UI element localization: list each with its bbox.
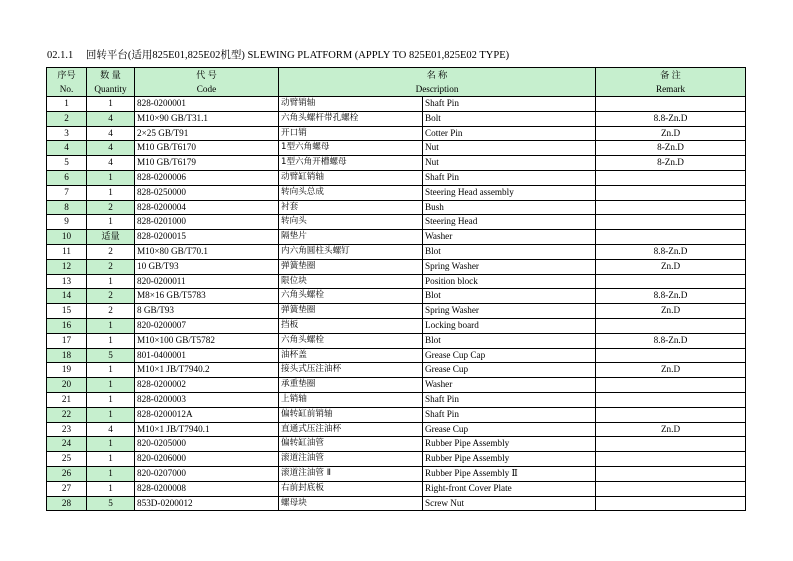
row-number: 1 [47, 97, 87, 112]
row-remark [596, 378, 746, 393]
row-quantity: 5 [87, 348, 135, 363]
row-description: Blot [423, 244, 596, 259]
parts-table [46, 67, 746, 511]
row-name-cn: 承重垫圈 [279, 378, 423, 393]
table-row [47, 363, 746, 378]
row-remark: 8.8-Zn.D [596, 333, 746, 348]
row-quantity: 4 [87, 422, 135, 437]
table-row [47, 200, 746, 215]
table-row [47, 496, 746, 511]
row-name-cn: 六角头螺栓 [279, 289, 423, 304]
row-number: 5 [47, 156, 87, 171]
row-remark [596, 230, 746, 245]
row-code: M10×1 JB/T7940.1 [135, 422, 279, 437]
header-remark-en: Remark [596, 82, 746, 97]
header-desc-cn: 名 称 [279, 68, 596, 83]
row-remark: 8-Zn.D [596, 141, 746, 156]
row-name-cn: 弹簧垫圈 [279, 259, 423, 274]
row-name-cn: 开口销 [279, 126, 423, 141]
row-description: Right-front Cover Plate [423, 481, 596, 496]
table-row [47, 481, 746, 496]
row-code: 828-0200012A [135, 407, 279, 422]
row-quantity: 4 [87, 156, 135, 171]
row-code: 820-0206000 [135, 452, 279, 467]
row-number: 7 [47, 185, 87, 200]
row-description: Steering Head [423, 215, 596, 230]
row-remark [596, 274, 746, 289]
row-description: Spring Washer [423, 259, 596, 274]
row-quantity: 1 [87, 466, 135, 481]
row-code: 820-0205000 [135, 437, 279, 452]
section-number: 02.1.1 [47, 50, 74, 61]
table-row [47, 97, 746, 112]
row-remark [596, 348, 746, 363]
row-remark [596, 407, 746, 422]
row-code: M10 GB/T6170 [135, 141, 279, 156]
table-row [47, 170, 746, 185]
table-header [47, 68, 746, 97]
row-name-cn: 螺母块 [279, 496, 423, 511]
row-quantity: 1 [87, 215, 135, 230]
row-name-cn: 弹簧垫圈 [279, 304, 423, 319]
table-row [47, 407, 746, 422]
header-no-cn: 序号 [47, 68, 87, 83]
row-code: 828-0200008 [135, 481, 279, 496]
row-remark: Zn.D [596, 259, 746, 274]
row-description: Shaft Pin [423, 392, 596, 407]
row-name-cn: 右前封底板 [279, 481, 423, 496]
row-code: 828-0250000 [135, 185, 279, 200]
header-qty-cn: 数 量 [87, 68, 135, 83]
row-quantity: 2 [87, 304, 135, 319]
row-quantity: 1 [87, 333, 135, 348]
row-quantity: 1 [87, 378, 135, 393]
row-code: 828-0201000 [135, 215, 279, 230]
header-remark-cn: 备 注 [596, 68, 746, 83]
row-description: Washer [423, 230, 596, 245]
row-name-cn: 六角头螺杆带孔螺栓 [279, 111, 423, 126]
row-description: Blot [423, 333, 596, 348]
row-remark: Zn.D [596, 422, 746, 437]
row-quantity: 1 [87, 97, 135, 112]
row-number: 19 [47, 363, 87, 378]
row-quantity: 2 [87, 289, 135, 304]
row-quantity: 4 [87, 111, 135, 126]
row-code: 853D-0200012 [135, 496, 279, 511]
row-code: M8×16 GB/T5783 [135, 289, 279, 304]
row-name-cn: 动臂销轴 [279, 97, 423, 112]
row-code: 8 GB/T93 [135, 304, 279, 319]
table-body [47, 97, 746, 511]
row-code: M10 GB/T6179 [135, 156, 279, 171]
row-number: 2 [47, 111, 87, 126]
row-number: 27 [47, 481, 87, 496]
row-name-cn: 动臂缸销轴 [279, 170, 423, 185]
row-code: 801-0400001 [135, 348, 279, 363]
table-row [47, 466, 746, 481]
row-name-cn: 限位块 [279, 274, 423, 289]
row-number: 4 [47, 141, 87, 156]
header-no-en: No. [47, 82, 87, 97]
row-quantity: 2 [87, 244, 135, 259]
row-description: Position block [423, 274, 596, 289]
row-name-cn: 衬套 [279, 200, 423, 215]
row-number: 10 [47, 230, 87, 245]
row-name-cn: 滚道注油管 Ⅱ [279, 466, 423, 481]
row-quantity: 1 [87, 481, 135, 496]
row-code: 820-0200011 [135, 274, 279, 289]
row-remark [596, 200, 746, 215]
row-remark: Zn.D [596, 363, 746, 378]
row-quantity: 2 [87, 259, 135, 274]
table-row [47, 274, 746, 289]
section-heading: 回转平台(适用825E01,825E02机型) SLEWING PLATFORM (APPLY TO 825E01,825E02 TYPE) [85, 50, 510, 61]
row-quantity: 5 [87, 496, 135, 511]
row-code: 828-0200003 [135, 392, 279, 407]
row-remark: Zn.D [596, 126, 746, 141]
row-quantity: 1 [87, 185, 135, 200]
row-number: 23 [47, 422, 87, 437]
row-number: 18 [47, 348, 87, 363]
row-name-cn: 六角头螺栓 [279, 333, 423, 348]
row-name-cn: 转向头总成 [279, 185, 423, 200]
table-row [47, 318, 746, 333]
row-number: 12 [47, 259, 87, 274]
table-row [47, 141, 746, 156]
table-row [47, 185, 746, 200]
row-code: M10×1 JB/T7940.2 [135, 363, 279, 378]
row-remark [596, 437, 746, 452]
row-remark [596, 481, 746, 496]
row-quantity: 2 [87, 200, 135, 215]
table-row [47, 452, 746, 467]
row-description: Nut [423, 141, 596, 156]
row-description: Rubber Pipe Assembly Ⅱ [423, 466, 596, 481]
row-code: 10 GB/T93 [135, 259, 279, 274]
row-code: 828-0200006 [135, 170, 279, 185]
header-desc-en: Description [279, 82, 596, 97]
row-code: M10×90 GB/T31.1 [135, 111, 279, 126]
row-description: Rubber Pipe Assembly [423, 452, 596, 467]
table-row [47, 437, 746, 452]
row-code: 828-0200002 [135, 378, 279, 393]
row-number: 9 [47, 215, 87, 230]
row-name-cn: 直通式压注油杯 [279, 422, 423, 437]
row-description: Bolt [423, 111, 596, 126]
row-description: Grease Cup [423, 363, 596, 378]
row-name-cn: 接头式压注油杯 [279, 363, 423, 378]
table-row [47, 289, 746, 304]
table-row [47, 422, 746, 437]
row-quantity: 4 [87, 126, 135, 141]
row-quantity: 1 [87, 437, 135, 452]
table-row [47, 259, 746, 274]
row-name-cn: 滚道注油管 [279, 452, 423, 467]
row-description: Nut [423, 156, 596, 171]
table-row [47, 126, 746, 141]
row-remark [596, 185, 746, 200]
table-row [47, 215, 746, 230]
row-remark: 8-Zn.D [596, 156, 746, 171]
row-description: Grease Cup [423, 422, 596, 437]
row-number: 22 [47, 407, 87, 422]
row-remark [596, 170, 746, 185]
row-quantity: 1 [87, 274, 135, 289]
row-remark: 8.8-Zn.D [596, 244, 746, 259]
row-number: 3 [47, 126, 87, 141]
row-name-cn: 内六角圆柱头螺钉 [279, 244, 423, 259]
table-row [47, 111, 746, 126]
row-description: Shaft Pin [423, 97, 596, 112]
row-description: Shaft Pin [423, 407, 596, 422]
header-code-en: Code [135, 82, 279, 97]
table-row [47, 304, 746, 319]
row-quantity: 1 [87, 392, 135, 407]
row-code: M10×100 GB/T5782 [135, 333, 279, 348]
row-name-cn: 1型六角螺母 [279, 141, 423, 156]
row-description: Screw Nut [423, 496, 596, 511]
row-quantity: 1 [87, 318, 135, 333]
row-number: 14 [47, 289, 87, 304]
row-name-cn: 油杯盖 [279, 348, 423, 363]
row-name-cn: 隔垫片 [279, 230, 423, 245]
page-title [47, 47, 509, 62]
header-code-cn: 代 号 [135, 68, 279, 83]
row-number: 16 [47, 318, 87, 333]
row-number: 11 [47, 244, 87, 259]
row-description: Cotter Pin [423, 126, 596, 141]
row-number: 25 [47, 452, 87, 467]
row-quantity: 适量 [87, 230, 135, 245]
table-row [47, 230, 746, 245]
row-quantity: 4 [87, 141, 135, 156]
row-number: 15 [47, 304, 87, 319]
table-row [47, 348, 746, 363]
row-quantity: 1 [87, 170, 135, 185]
row-remark [596, 392, 746, 407]
row-number: 8 [47, 200, 87, 215]
row-remark [596, 496, 746, 511]
row-description: Rubber Pipe Assembly [423, 437, 596, 452]
row-code: 820-0200007 [135, 318, 279, 333]
row-remark: Zn.D [596, 304, 746, 319]
row-description: Shaft Pin [423, 170, 596, 185]
row-name-cn: 偏转缸前销轴 [279, 407, 423, 422]
row-description: Bush [423, 200, 596, 215]
row-number: 26 [47, 466, 87, 481]
header-qty-en: Quantity [87, 82, 135, 97]
row-number: 13 [47, 274, 87, 289]
row-name-cn: 挡板 [279, 318, 423, 333]
table-row [47, 156, 746, 171]
row-name-cn: 转向头 [279, 215, 423, 230]
row-remark: 8.8-Zn.D [596, 111, 746, 126]
row-number: 17 [47, 333, 87, 348]
row-quantity: 1 [87, 452, 135, 467]
row-code: 820-0207000 [135, 466, 279, 481]
table-row [47, 244, 746, 259]
row-description: Grease Cup Cap [423, 348, 596, 363]
row-remark [596, 215, 746, 230]
row-quantity: 1 [87, 363, 135, 378]
row-number: 24 [47, 437, 87, 452]
row-name-cn: 1型六角开槽螺母 [279, 156, 423, 171]
row-description: Locking board [423, 318, 596, 333]
row-remark [596, 466, 746, 481]
row-description: Washer [423, 378, 596, 393]
row-remark [596, 97, 746, 112]
table-row [47, 378, 746, 393]
row-quantity: 1 [87, 407, 135, 422]
row-code: 828-0200001 [135, 97, 279, 112]
table-row [47, 333, 746, 348]
row-number: 28 [47, 496, 87, 511]
row-remark [596, 318, 746, 333]
row-description: Steering Head assembly [423, 185, 596, 200]
row-name-cn: 偏转缸油管 [279, 437, 423, 452]
row-code: 828-0200004 [135, 200, 279, 215]
row-code: 828-0200015 [135, 230, 279, 245]
row-name-cn: 上销轴 [279, 392, 423, 407]
row-number: 20 [47, 378, 87, 393]
row-description: Spring Washer [423, 304, 596, 319]
row-code: M10×80 GB/T70.1 [135, 244, 279, 259]
row-remark [596, 452, 746, 467]
row-code: 2×25 GB/T91 [135, 126, 279, 141]
row-number: 6 [47, 170, 87, 185]
row-number: 21 [47, 392, 87, 407]
row-remark: 8.8-Zn.D [596, 289, 746, 304]
table-row [47, 392, 746, 407]
row-description: Blot [423, 289, 596, 304]
